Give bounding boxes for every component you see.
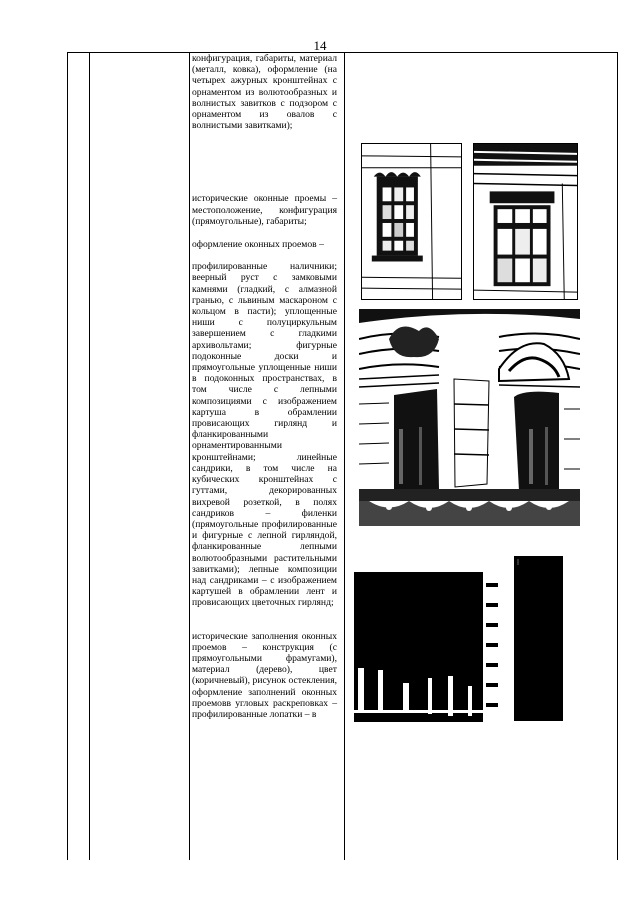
paragraph-window-fillings: исторические заполнения оконных проемов – конструкция (с прямоугольными фрамугами), материал (дерево), цвет (коричневый), рисунок остекления, оформление заполнений оконных проемовв угловых раскреповках – профилированные лопатки – в [192,630,337,720]
column-divider [344,53,345,860]
paragraph-window-decor-heading: оформление оконных проемов – [192,239,324,251]
column-divider [189,53,190,860]
description-column [192,53,337,720]
paragraph-window-decor: профилированные наличники; веерный руст с замковыми камнями (гладкий, с алмазной гранью, с львиным маскароном с кольцом в пасти); уплощенные ниши с полуциркульным завершением с гладкими архивольтами; фигурные подоконные доски и прямоугольные уплощенные ниши в подоконных пространствах, в том числе с лепными композициями с изображением картуша в обрамлении провисающих гирлянд и фланкированными орнаментированными кронштейнами; линейные сандрики, в том числе на кубических кронштейнах с гуттами, декорированных вихревой розеткой, в полях сандриков – филенки (прямоугольные профилированные и фигурные с лепной гирляндой, фланкированные лепными волютообразными растительными завитками); лепные композиции над сандриками – с изображением картушей в обрамлении лент и провисающих цветочных гирлянд; [192,261,337,609]
paragraph-balcony: конфигурация, габариты, материал (металл, ковка), оформление (на четырех ажурных кронштейнах с орнаментом из волютообразных и волнистых завитков с подзором с орнаментом из овалов с волнистыми завитками); [192,53,337,132]
paragraph-window-openings: исторические оконные проемы – местоположение, конфигурация (прямоугольные), габариты; [192,193,337,227]
dark-narrow-photo [514,556,563,721]
page-number: 14 [313,38,327,53]
column-divider [89,53,90,860]
dark-window-photo [348,558,501,722]
window-photo-left [361,143,462,300]
window-photo-right [473,143,578,300]
facade-balcony-photo [359,309,580,526]
